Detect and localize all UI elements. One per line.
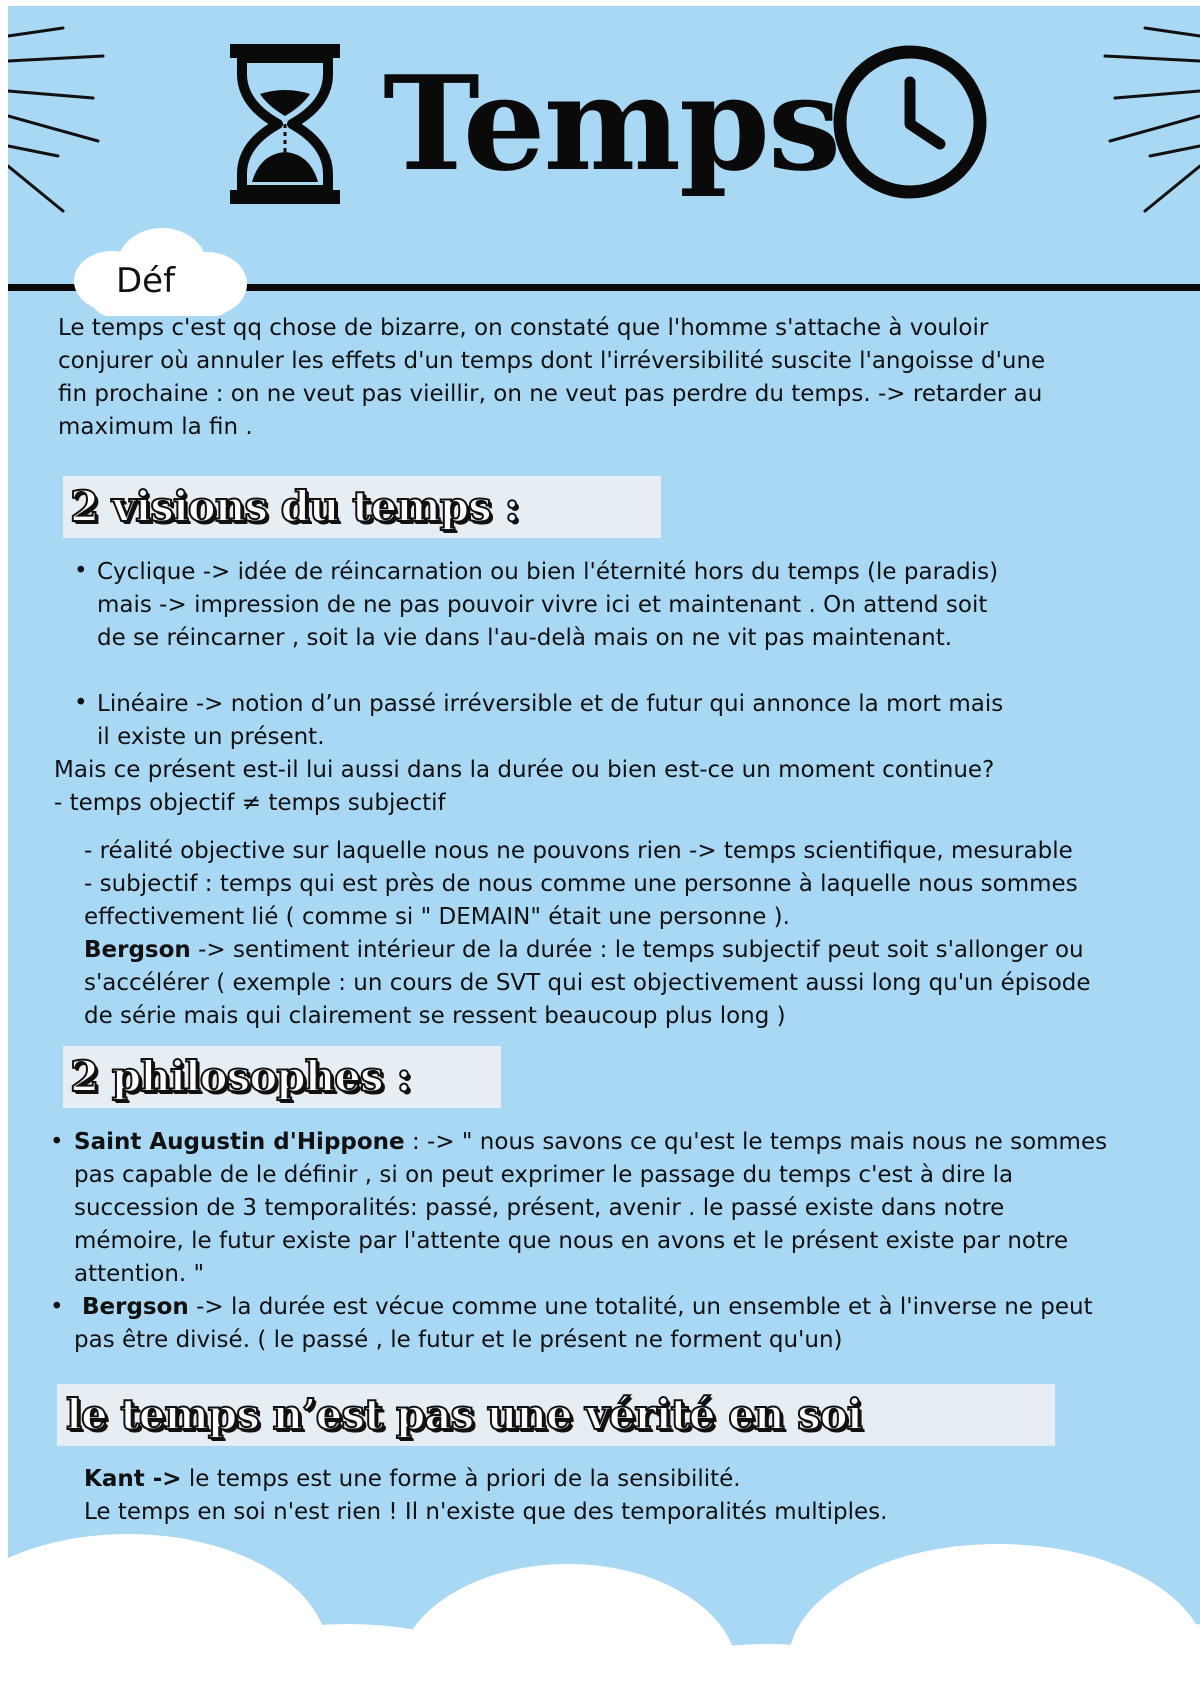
lineaire-line-1: Linéaire -> notion d’un passé irréversible et de futur qui annonce la mort mais: [97, 691, 1004, 717]
bergson-philosophe-name: Bergson: [82, 1294, 189, 1320]
page: [8, 6, 1200, 1694]
visions-heading: 2 visions du temps :: [70, 482, 519, 531]
page-title: Temps: [383, 47, 840, 200]
bergson-line-3: de série mais qui clairement se ressent beaucoup plus long ): [84, 1003, 786, 1029]
bullet-icon: •: [50, 1294, 64, 1320]
augustin-line-3: succession de 3 temporalités: passé, présent, avenir . le passé existe dans notre: [74, 1195, 1005, 1221]
right-rays-decoration: [1090, 16, 1200, 216]
definition-line-2: conjurer où annuler les effets d'un temps dont l'irréversibilité suscite l'angoisse d'une: [58, 348, 1046, 374]
left-rays-decoration: [8, 16, 118, 216]
subjectif-line-1: - subjectif : temps qui est près de nous comme une personne à laquelle nous sommes: [84, 871, 1078, 897]
philosophes-heading: 2 philosophes :: [70, 1052, 411, 1101]
definition-line-1: Le temps c'est qq chose de bizarre, on constaté que l'homme s'attache à vouloir: [58, 315, 989, 341]
definition-line-3: fin prochaine : on ne veut pas vieillir, on ne veut pas perdre du temps. -> retarder au: [58, 381, 1043, 407]
bergson-line-1: Bergson -> sentiment intérieur de la durée : le temps subjectif peut soit s'allonger ou: [84, 937, 1084, 963]
objectif-subjectif-contrast: - temps objectif ≠ temps subjectif: [54, 790, 446, 816]
cyclique-line-2: mais -> impression de ne pas pouvoir vivre ici et maintenant . On attend soit: [97, 592, 988, 618]
verite-heading: le temps n’est pas une vérité en soi: [66, 1390, 862, 1439]
subjectif-line-2: effectivement lié ( comme si " DEMAIN" était une personne ).: [84, 904, 790, 930]
augustin-line-5: attention. ": [74, 1261, 205, 1287]
cyclique-line-1: Cyclique -> idée de réincarnation ou bien l'éternité hors du temps (le paradis): [97, 559, 999, 585]
presence-question: Mais ce présent est-il lui aussi dans la durée ou bien est-ce un moment continue?: [54, 757, 995, 783]
bullet-icon: •: [50, 1129, 64, 1155]
bergson-name: Bergson: [84, 937, 191, 963]
objectif-line: - réalité objective sur laquelle nous ne pouvons rien -> temps scientifique, mesurable: [84, 838, 1073, 864]
bergson-philosophe-line-1: Bergson -> la durée est vécue comme une totalité, un ensemble et à l'inverse ne peut: [82, 1294, 1093, 1320]
lineaire-line-2: il existe un présent.: [97, 724, 325, 750]
bergson-line-2: s'accélérer ( exemple : un cours de SVT qui est objectivement aussi long qu'un épisode: [84, 970, 1091, 996]
kant-line: Kant -> le temps est une forme à priori de la sensibilité.: [84, 1466, 741, 1492]
bergson-philosophe-line-2: pas être divisé. ( le passé , le futur et le présent ne forment qu'un): [74, 1327, 843, 1353]
bullet-icon: •: [74, 558, 88, 584]
clock-icon: [830, 42, 990, 202]
kant-name: Kant ->: [84, 1466, 182, 1492]
definition-label: Déf: [116, 261, 176, 301]
cyclique-line-3: de se réincarner , soit la vie dans l'au-delà mais on ne vit pas maintenant.: [97, 625, 953, 651]
bottom-clouds-decoration: [8, 1504, 1200, 1694]
hourglass-icon: [230, 44, 340, 204]
conclusion-line: Le temps en soi n'est rien ! Il n'existe que des temporalités multiples.: [84, 1499, 888, 1525]
augustin-line-1: Saint Augustin d'Hippone : -> " nous savons ce qu'est le temps mais nous ne sommes: [74, 1129, 1108, 1155]
bullet-icon: •: [74, 690, 88, 716]
augustin-line-2: pas capable de le définir , si on peut exprimer le passage du temps c'est à dire la: [74, 1162, 1014, 1188]
definition-line-4: maximum la fin .: [58, 414, 253, 440]
augustin-name: Saint Augustin d'Hippone: [74, 1129, 405, 1155]
augustin-line-4: mémoire, le futur existe par l'attente que nous en avons et le présent existe par notre: [74, 1228, 1069, 1254]
